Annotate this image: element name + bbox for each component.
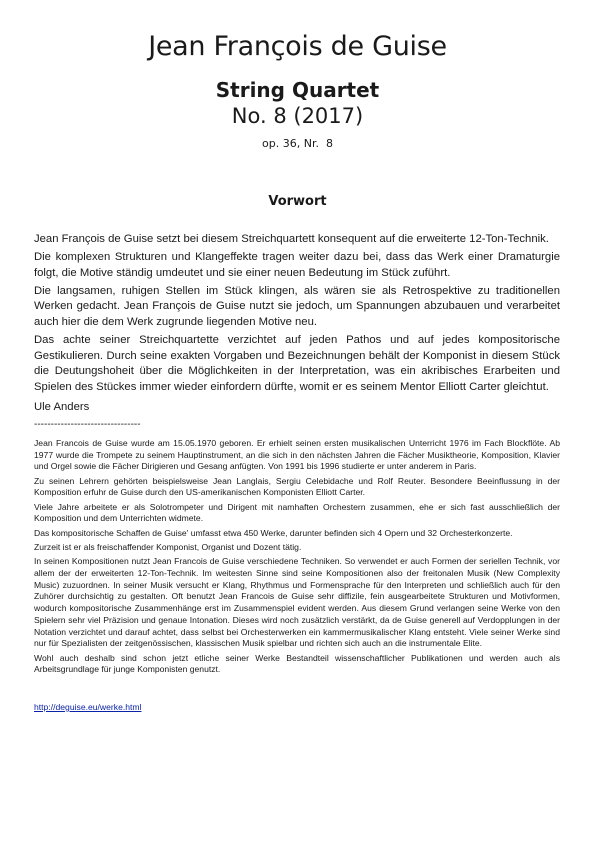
biography-paragraph: Wohl auch deshalb sind schon jetzt etliche seiner Werke Bestandteil wissenschaftlicher Publikationen und werden auch als Arbeitsgrundlage für junge Komponisten genutzt. [34,652,560,675]
separator-line: -------------------------------- [34,419,141,430]
works-link[interactable]: http://deguise.eu/werke.html [34,702,142,712]
preface-paragraph: Die komplexen Strukturen und Klangeffekte tragen weiter dazu bei, dass das Werk einer Dramaturgie folgt, die Motive ständig umdeutet und sie einer neuen Bedeutung im Stück zuführt. [34,251,560,279]
biography-paragraph: Zu seinen Lehrern gehörten beispielsweise Jean Langlais, Sergiu Celebidache und Rolf Reuter. Besondere Beeinflussung in der Komposition erfuhr de Guise durch den US-amerikanischen Komponisten Elliott Carter. [34,475,560,498]
work-title: String Quartet [215,78,380,102]
biography-paragraph: Zurzeit ist er als freischaffender Komponist, Organist und Dozent tätig. [34,542,302,552]
biography-paragraph: Das kompositorische Schaffen de Guise' umfasst etwa 450 Werke, darunter befinden sich 4 Opern und 32 Orchesterkonzerte. [34,527,513,538]
preface-heading: Vorwort [268,194,327,209]
biography-paragraph: In seinen Kompositionen nutzt Jean Francois de Guise verschiedene Techniken. So verwendet er auch Formen der seriellen Technik, vor allem der der erweiterten 12-Ton-Technik. Im weitesten Sinne sind seine Kompositionen also der freitonalen Musik (New Complexity Music) zuzuordnen. In seiner Musik versucht er Klang, Rhythmus und Formensprache für den Interpreten und schließlich auch für den Zuhörer durchsichtig zu gestalten. Oft benutzt Jean Francois de Guise sehr diffizile, fein ausgearbeitete Strukturen und Motivformen, wodurch kompositorische Zusammenhänge erst im Zusammenspiel evident werden. Aus diesem Grund verlangen seine Werke von den Spielern sehr viel Präzision und genaue Intonation. Dieses wird noch zusätzlich verstärkt, da de Guise generell auf Verdopplungen in der Notation verzichtet und darauf achtet, dass selbst bei Orchesterwerken ein kammermusikalischer Klang entsteht. Viele seiner Werke sind nur für Spezialisten der zeitgenössischen, klassischen Musik spielbar und richten sich auch an die instrumentale Elite. [34,556,560,649]
preface-paragraph: Jean François de Guise setzt bei diesem Streichquartett konsequent auf die erweiterte 12-Ton-Technik. [34,233,549,245]
preface-body [34,232,560,398]
work-number: No. 8 (2017) [231,104,364,128]
preface-paragraph: Die langsamen, ruhigen Stellen im Stück klingen, als wären sie als Retrospektive zu traditionellen Werken gedacht. Jean François de Guise nutzt sie jedoch, um Spannungen abzubauen und verarbeitet auch hier die dem Werk zugrunde liegenden Motive neu. [34,284,560,328]
biography-paragraph: Viele Jahre arbeitete er als Solotrompeter und Dirigent mit namhaften Orchestern zusammen, ehe er sich fast ausschließlich der Komposition und dem Unterrichten widmete. [34,501,560,524]
biography-body [34,438,560,679]
composer-name: Jean François de Guise [148,31,447,62]
preface-paragraph: Das achte seiner Streichquartette verzichtet auf jeden Pathos und auf jedes kompositorische Gestikulieren. Durch seine exakten Vorgaben und Bezeichnungen behält der Komponist in diesem Stück die Deutungshoheit über die Möglichkeiten in der Interpretation, was ein akribisches Erarbeiten und Spielen des Stückes immer wieder einfordern dürfte, womit er es seinem Mentor Elliott Carter gleichtut. [34,334,560,393]
opus-number: op. 36, Nr. 8 [262,137,333,150]
preface-author: Ule Anders [34,401,90,413]
biography-paragraph: Jean Francois de Guise wurde am 15.05.1970 geboren. Er erhielt seinen ersten musikalischen Unterricht 1976 im Fach Blockflöte. Ab 1977 wurde die Trompete zu seinem Hauptinstrument, an die sich in den nächsten Jahren die Fächer Musiktheorie, Komposition, Klavier und Orgel sowie die Fächer Dirigieren und Gesang anfügten. Von 1991 bis 1996 studierte er unter anderem in Paris. [34,438,560,472]
